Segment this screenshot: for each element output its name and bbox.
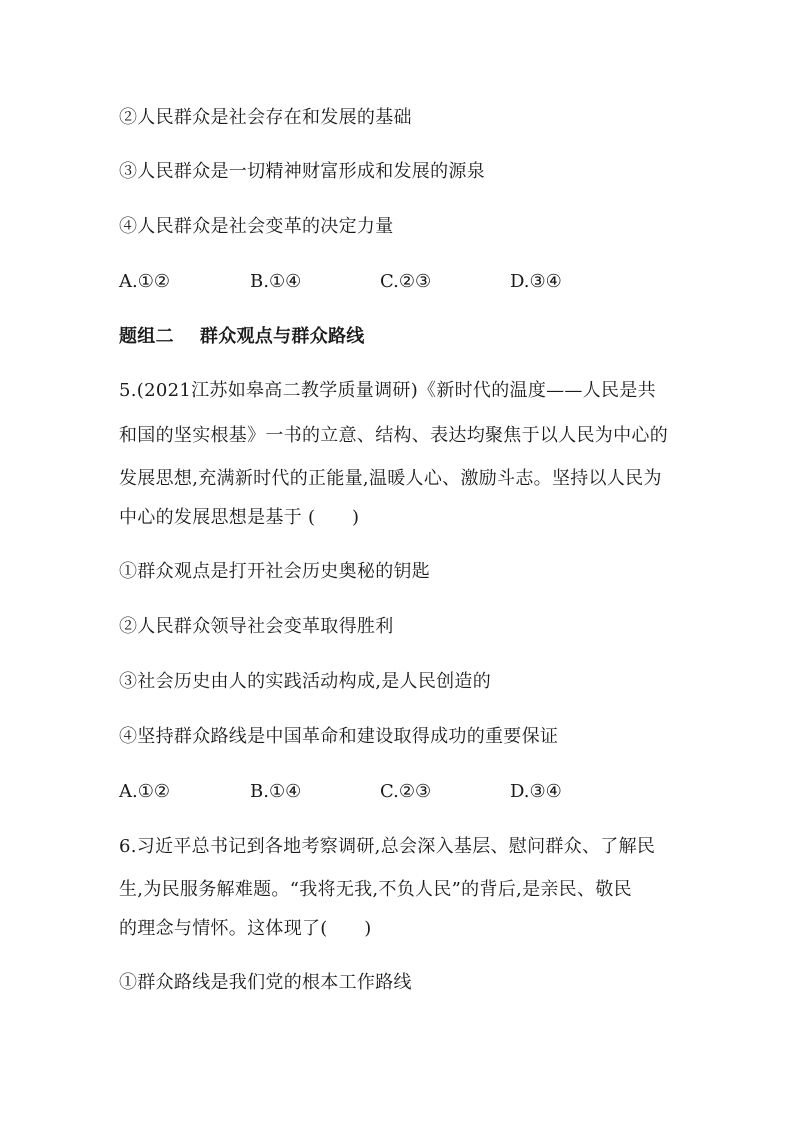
q5-option-c[interactable]: C.②③ [380,781,432,802]
q4-item-2: ②人民群众是社会存在和发展的基础 [119,107,412,128]
q5-item-2: ②人民群众领导社会变革取得胜利 [119,616,394,637]
section-label: 题组二 [119,326,174,347]
q5-stem-line: 发展思想,充满新时代的正能量,温暖人心、激励斗志。坚持以人民为 [119,468,662,489]
q5-item-3: ③社会历史由人的实践活动构成,是人民创造的 [119,671,492,692]
q6-stem-line: 生,为民服务解难题。“我将无我,不负人民”的背后,是亲民、敬民 [119,879,632,900]
q4-option-a[interactable]: A.①② [119,271,170,292]
q4-option-c[interactable]: C.②③ [380,271,432,292]
section-heading [119,326,365,348]
q5-option-a[interactable]: A.①② [119,781,170,802]
q5-option-b[interactable]: B.①④ [250,781,302,802]
q5-stem-line: 和国的坚实根基》一书的立意、结构、表达均聚焦于以人民为中心的 [119,425,668,446]
q4-item-3: ③人民群众是一切精神财富形成和发展的源泉 [119,161,485,182]
q4-item-4: ④人民群众是社会变革的决定力量 [119,216,394,237]
section-title: 群众观点与群众路线 [199,326,365,347]
q5-item-4: ④坚持群众路线是中国革命和建设取得成功的重要保证 [119,726,559,747]
q4-option-b[interactable]: B.①④ [250,271,302,292]
q6-stem-line: 的理念与情怀。这体现了( ) [119,918,372,939]
q5-item-1: ①群众观点是打开社会历史奥秘的钥匙 [119,561,431,582]
q5-option-d[interactable]: D.③④ [510,781,562,802]
q5-stem-line: 5.(2021江苏如皋高二教学质量调研)《新时代的温度——人民是共 [119,380,656,401]
q4-option-d[interactable]: D.③④ [510,271,562,292]
q5-stem-line: 中心的发展思想是基于 ( ) [119,507,360,528]
q6-stem-line: 6.习近平总书记到各地考察调研,总会深入基层、慰问群众、了解民 [119,836,656,857]
q6-item-1: ①群众路线是我们党的根本工作路线 [119,972,412,993]
